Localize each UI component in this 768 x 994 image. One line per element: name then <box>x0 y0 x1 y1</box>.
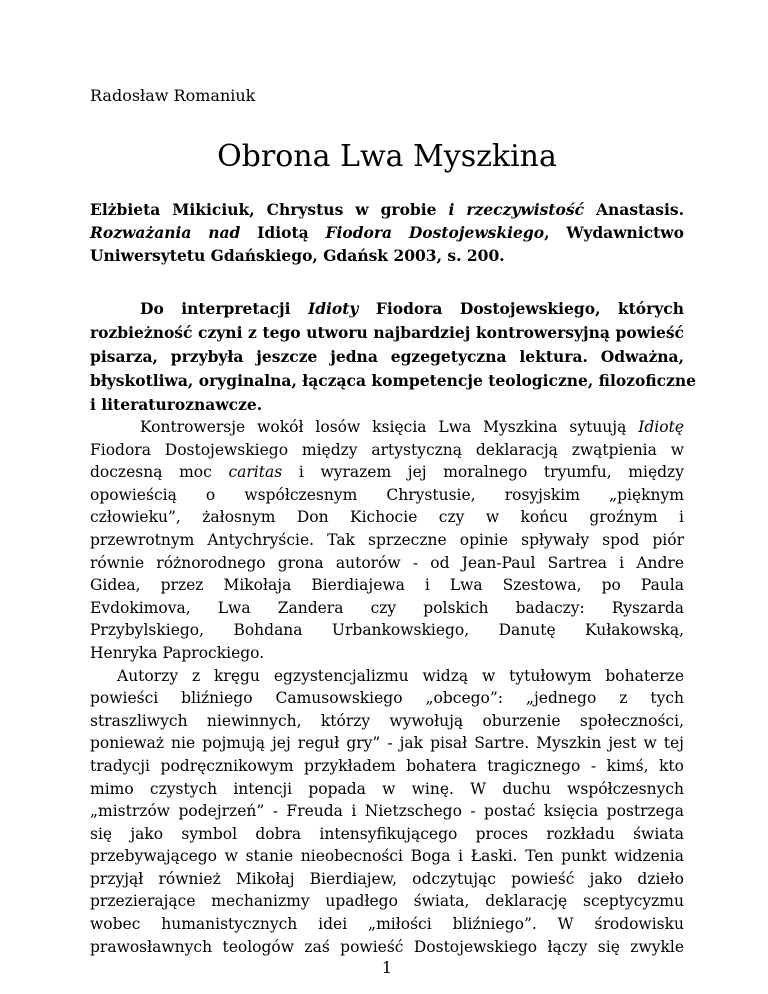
text-run: mimo czystych intencji popada w winę. W duchu współczesnych <box>90 779 684 798</box>
text-run: prawosławnych teologów zaś powieść Dostojewskiego łączy się zwykle <box>90 937 684 956</box>
article-author: Radosław Romaniuk <box>90 86 256 105</box>
text-run: Evdokimova, Lwa Zandera czy polskich badaczy: Ryszarda <box>90 598 684 617</box>
text-line <box>90 506 684 529</box>
text-line <box>90 868 684 891</box>
text-run: Kontrowersje wokół losów księcia Lwa Myszkina sytuują <box>140 418 639 436</box>
text-line <box>90 484 684 507</box>
text-run: Gidea, przez Mikołaja Bierdiajewa i Lwa Szestowa, po Paula <box>90 576 684 595</box>
text-line <box>90 574 684 597</box>
text-run: przyjął również Mikołaj Bierdiajew, odczytując powieść jako dzieło <box>90 869 684 888</box>
text-line <box>90 321 684 345</box>
page-number: 1 <box>381 958 393 977</box>
text-line <box>90 552 684 575</box>
article-title: Obrona Lwa Myszkina <box>217 139 557 174</box>
text-line <box>90 439 684 462</box>
text-line <box>90 416 684 439</box>
text-run: się jako symbol dobra intensyfikującego proces rozkładu świata <box>90 824 684 843</box>
text-line <box>90 461 684 484</box>
text-line <box>90 755 684 778</box>
text-line <box>90 890 684 913</box>
italic-text: Idioty <box>307 299 359 318</box>
text-line <box>90 710 684 733</box>
text-run: człowieku”, żałosnym Don Kichocie czy w końcu groźnym i <box>90 508 684 527</box>
text-run: , Wydawnictwo <box>544 223 684 242</box>
text-run: przezierające mechanizmy upadłego świata, deklarację sceptycyzmu <box>90 892 684 911</box>
text-run: Uniwersytetu Gdańskiego, Gdańsk 2003, s. 200. <box>90 246 505 265</box>
text-run: tradycji podręcznikowym przykładem bohatera tragicznego - kimś, kto <box>90 756 684 775</box>
text-line <box>90 665 684 688</box>
text-run: Fiodora Dostojewskiego między artystyczną deklaracją zwątpienia w <box>90 440 684 459</box>
text-run: Idiotą <box>240 223 326 242</box>
text-run: Elżbieta Mikiciuk, Chrystus w grobie <box>90 200 449 219</box>
text-line <box>90 936 684 959</box>
text-run: pisarza, przybyła jeszcze jedna egzegetyczna lektura. Odważna, <box>90 347 684 366</box>
text-line <box>90 800 684 823</box>
italic-text: Fiodora Dostojewskiego <box>325 223 545 242</box>
body-text <box>90 416 684 958</box>
text-run: opowieścią o współczesnym Chrystusie, rosyjskim „pięknym <box>90 485 684 504</box>
text-line <box>90 393 684 417</box>
text-line <box>90 221 684 244</box>
text-run: rozbieżność czyni z tego utworu najbardziej kontrowersyjną powieść <box>90 323 684 342</box>
text-run: Fiodora Dostojewskiego, których <box>358 299 685 318</box>
text-line <box>90 732 684 755</box>
lead-paragraph <box>90 297 696 417</box>
text-line <box>90 529 684 552</box>
text-line <box>90 619 684 642</box>
text-run: wobec humanistycznych idei „miłości bliźniego”. W środowisku <box>90 915 684 934</box>
text-line <box>90 845 684 868</box>
text-line <box>90 687 684 710</box>
text-run: Przybylskiego, Bohdana Urbankowskiego, Danutę Kułakowską, <box>90 621 684 640</box>
text-run: doczesną moc <box>90 463 229 482</box>
text-run: Henryka Paprockiego. <box>90 643 265 662</box>
italic-text: i rzeczywistość <box>448 200 585 219</box>
text-run: przewrotnym Antychryście. Tak sprzeczne opinie spływały spod piór <box>90 530 684 549</box>
italic-text: caritas <box>228 463 283 482</box>
text-run: straszliwych niewinnych, którzy wywołują oburzenie społeczności, <box>90 711 684 730</box>
text-run: błyskotliwa, oryginalna, łącząca kompetencje teologiczne, filozoficzne <box>90 371 696 390</box>
text-run: przebywającego w stanie nieobecności Boga i Łaski. Ten punkt widzenia <box>90 847 684 866</box>
text-run: ponieważ nie pojmują jej reguł gry” - jak pisał Sartre. Myszkin jest w tej <box>90 734 684 753</box>
text-line <box>90 823 684 846</box>
text-run: równie różnorodnego grona autorów - od Jean-Paul Sartrea i Andre <box>90 553 684 572</box>
text-line <box>90 198 684 221</box>
italic-text: Idiotę <box>638 418 684 436</box>
text-line <box>90 642 684 665</box>
text-line <box>90 597 684 620</box>
text-line <box>90 913 684 936</box>
text-run: „mistrzów podejrzeń” - Freuda i Nietzschego - postać księcia postrzega <box>90 802 684 821</box>
italic-text: Rozważania nad <box>90 223 241 242</box>
text-line <box>90 244 684 267</box>
text-run: Autorzy z kręgu egzystencjalizmu widzą w tytułowym bohaterze <box>117 666 684 685</box>
text-line <box>90 369 696 393</box>
text-line <box>90 297 684 321</box>
text-line <box>90 345 684 369</box>
text-line <box>90 778 684 801</box>
text-run: i literaturoznawcze. <box>90 395 263 414</box>
text-run: i wyrazem jej moralnego tryumfu, między <box>282 463 684 482</box>
reviewed-book-citation <box>90 198 684 267</box>
text-run: powieści bliźniego Camusowskiego „obcego”: „jednego z tych <box>90 689 684 708</box>
text-run: Anastasis. <box>584 200 685 219</box>
text-run: Do interpretacji <box>140 299 308 318</box>
